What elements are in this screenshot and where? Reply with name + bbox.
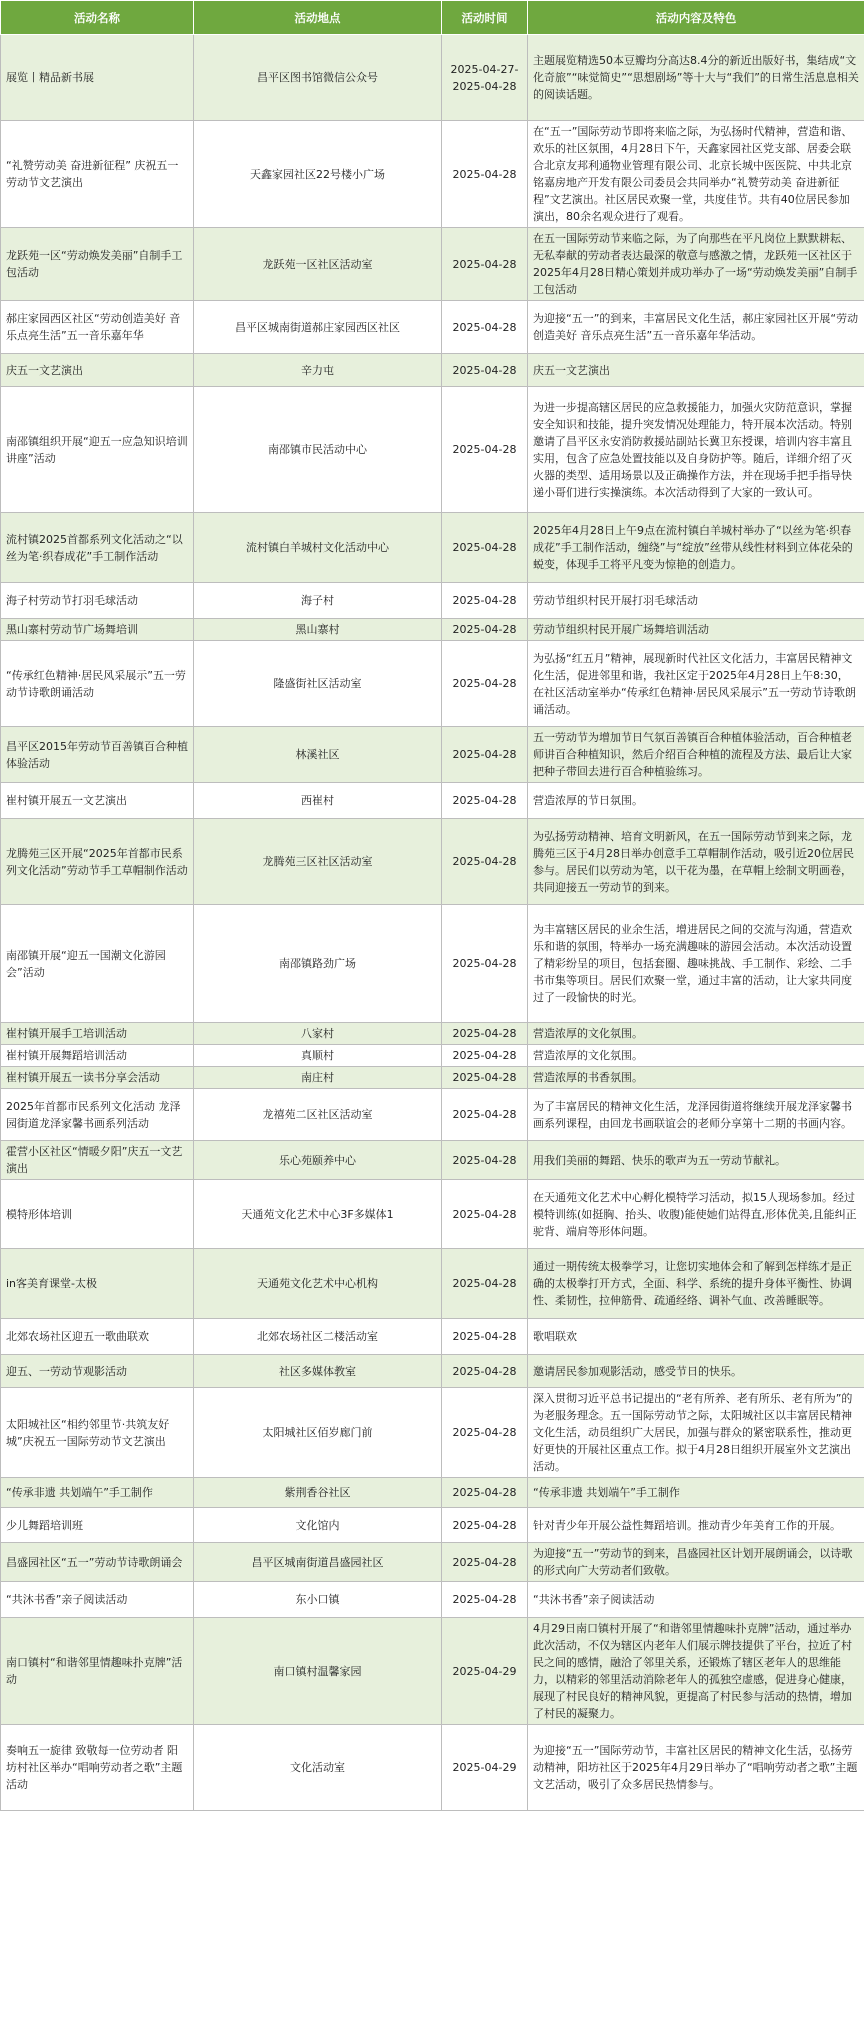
activity-time-cell: 2025-04-28 xyxy=(442,1089,528,1141)
activity-name-cell: 庆五一文艺演出 xyxy=(1,354,194,387)
activity-name-cell: 太阳城社区“相约邻里节·共筑友好城”庆祝五一国际劳动节文艺演出 xyxy=(1,1388,194,1478)
activity-name-cell: 模特形体培训 xyxy=(1,1180,194,1249)
table-row xyxy=(1,1582,864,1618)
table-row xyxy=(1,387,864,513)
activity-place-cell: 北郊农场社区二楼活动室 xyxy=(194,1319,442,1355)
activity-place-cell: 林溪社区 xyxy=(194,727,442,783)
table-row xyxy=(1,513,864,583)
activity-place-cell: 天鑫家园社区22号楼小广场 xyxy=(194,121,442,228)
table-row xyxy=(1,1023,864,1045)
activity-place-cell: 南庄村 xyxy=(194,1067,442,1089)
activity-place-cell: 紫荆香谷社区 xyxy=(194,1478,442,1508)
activity-name-cell: “共沐书香”亲子阅读活动 xyxy=(1,1582,194,1618)
activity-time-cell: 2025-04-28 xyxy=(442,783,528,819)
activity-place-cell: 社区多媒体教室 xyxy=(194,1355,442,1388)
activity-name-cell: 郝庄家园西区社区“劳动创造美好 音乐点亮生活”五一音乐嘉年华 xyxy=(1,301,194,354)
activity-time-cell: 2025-04-28 xyxy=(442,513,528,583)
activity-place-cell: 龙跃苑一区社区活动室 xyxy=(194,228,442,301)
activity-place-cell: 昌平区图书馆微信公众号 xyxy=(194,35,442,121)
activity-name-cell: “礼赞劳动美 奋进新征程” 庆祝五一劳动节文艺演出 xyxy=(1,121,194,228)
activity-place-cell: 南邵镇市民活动中心 xyxy=(194,387,442,513)
activity-place-cell: 天通苑文化艺术中心机构 xyxy=(194,1249,442,1319)
table-row xyxy=(1,583,864,619)
activity-place-cell: 龙腾苑三区社区活动室 xyxy=(194,819,442,905)
activity-place-cell: 天通苑文化艺术中心3F多媒体1 xyxy=(194,1180,442,1249)
table-row xyxy=(1,1067,864,1089)
activity-time-cell: 2025-04-28 xyxy=(442,1045,528,1067)
table-row xyxy=(1,1319,864,1355)
activity-place-cell: 西崔村 xyxy=(194,783,442,819)
activity-place-cell: 真顺村 xyxy=(194,1045,442,1067)
table-row xyxy=(1,35,864,121)
activity-place-cell: 隆盛街社区活动室 xyxy=(194,641,442,727)
table-row xyxy=(1,1045,864,1067)
table-row xyxy=(1,1543,864,1582)
activity-place-cell: 海子村 xyxy=(194,583,442,619)
header-activity-place: 活动地点 xyxy=(194,1,442,35)
activity-time-cell: 2025-04-28 xyxy=(442,228,528,301)
table-row xyxy=(1,727,864,783)
table-row xyxy=(1,1355,864,1388)
activity-place-cell: 太阳城社区佰岁廊门前 xyxy=(194,1388,442,1478)
activity-desc-cell: 营造浓厚的文化氛围。 xyxy=(528,1045,864,1067)
activity-desc-cell: 为迎接“五一”的到来，丰富居民文化生活，郝庄家园社区开展“劳动创造美好 音乐点亮生活”五一音乐嘉年华活动。 xyxy=(528,301,864,354)
activity-name-cell: 黑山寨村劳动节广场舞培训 xyxy=(1,619,194,641)
table-row xyxy=(1,1618,864,1725)
activity-time-cell: 2025-04-28 xyxy=(442,1355,528,1388)
activity-desc-cell: 主题展览精选50本豆瓣均分高达8.4分的新近出版好书，集结成“文化奇旅”“味觉简史”“思想剧场”等十大与“我们”的日常生活息息相关的阅读话题。 xyxy=(528,35,864,121)
activity-desc-cell: “传承非遗 共划端午”手工制作 xyxy=(528,1478,864,1508)
table-row xyxy=(1,1388,864,1478)
activity-name-cell: 龙腾苑三区开展“2025年首都市民系列文化活动”劳动节手工草帽制作活动 xyxy=(1,819,194,905)
table-header-row xyxy=(1,1,864,35)
activity-time-cell: 2025-04-28 xyxy=(442,1249,528,1319)
table-row xyxy=(1,905,864,1023)
activity-place-cell: 八家村 xyxy=(194,1023,442,1045)
activity-place-cell: 文化活动室 xyxy=(194,1725,442,1811)
activity-name-cell: 少儿舞蹈培训班 xyxy=(1,1508,194,1543)
activity-time-cell: 2025-04-28 xyxy=(442,905,528,1023)
activity-place-cell: 乐心苑颐养中心 xyxy=(194,1141,442,1180)
activity-desc-cell: 2025年4月28日上午9点在流村镇白羊城村举办了“以丝为笔·织春成花”手工制作活动，缠绕”与“绽放”丝带从线性材料到立体花朵的蜕变，体现手工将平凡变为惊艳的创造力。 xyxy=(528,513,864,583)
table-row xyxy=(1,819,864,905)
activity-place-cell: 龙禧苑二区社区活动室 xyxy=(194,1089,442,1141)
table-row xyxy=(1,228,864,301)
activity-desc-cell: 营造浓厚的节日氛围。 xyxy=(528,783,864,819)
activity-time-cell: 2025-04-29 xyxy=(442,1618,528,1725)
activity-time-cell: 2025-04-28 xyxy=(442,387,528,513)
activity-name-cell: 2025年首都市民系列文化活动 龙泽园街道龙泽家馨书画系列活动 xyxy=(1,1089,194,1141)
activity-name-cell: “传承红色精神·居民风采展示”五一劳动节诗歌朗诵活动 xyxy=(1,641,194,727)
activity-desc-cell: 针对青少年开展公益性舞蹈培训。推动青少年美育工作的开展。 xyxy=(528,1508,864,1543)
activity-name-cell: 流村镇2025首都系列文化活动之“以丝为笔·织春成花”手工制作活动 xyxy=(1,513,194,583)
activity-name-cell: 奏响五一旋律 致敬每一位劳动者 阳坊村社区举办“唱响劳动者之歌”主题活动 xyxy=(1,1725,194,1811)
activity-name-cell: 展览丨精品新书展 xyxy=(1,35,194,121)
activity-time-cell: 2025-04-28 xyxy=(442,1319,528,1355)
activity-name-cell: 昌盛园社区“五一”劳动节诗歌朗诵会 xyxy=(1,1543,194,1582)
activity-time-cell: 2025-04-28 xyxy=(442,619,528,641)
header-activity-content: 活动内容及特色 xyxy=(528,1,864,35)
activity-place-cell: 东小口镇 xyxy=(194,1582,442,1618)
activity-time-cell: 2025-04-29 xyxy=(442,1725,528,1811)
table-row xyxy=(1,354,864,387)
activity-time-cell: 2025-04-28 xyxy=(442,1543,528,1582)
activity-place-cell: 辛力屯 xyxy=(194,354,442,387)
activity-name-cell: 崔村镇开展五一文艺演出 xyxy=(1,783,194,819)
activity-name-cell: 南邵镇组织开展“迎五一应急知识培训讲座”活动 xyxy=(1,387,194,513)
activity-time-cell: 2025-04-28 xyxy=(442,301,528,354)
activity-time-cell: 2025-04-28 xyxy=(442,1478,528,1508)
activity-desc-cell: 歌唱联欢 xyxy=(528,1319,864,1355)
activity-place-cell: 昌平区城南街道昌盛园社区 xyxy=(194,1543,442,1582)
activity-name-cell: 霍营小区社区“情暖夕阳”庆五一文艺演出 xyxy=(1,1141,194,1180)
activity-place-cell: 南口镇村温馨家园 xyxy=(194,1618,442,1725)
activity-desc-cell: “共沐书香”亲子阅读活动 xyxy=(528,1582,864,1618)
activity-name-cell: 崔村镇开展五一读书分享会活动 xyxy=(1,1067,194,1089)
activity-desc-cell: 在五一国际劳动节来临之际，为了向那些在平凡岗位上默默耕耘、无私奉献的劳动者表达最深的敬意与感激之情，龙跃苑一区社区于2025年4月28日精心策划并成功举办了一场“劳动焕发美丽”自制手工包活动 xyxy=(528,228,864,301)
activity-place-cell: 流村镇白羊城村文化活动中心 xyxy=(194,513,442,583)
table-row xyxy=(1,1141,864,1180)
activity-name-cell: 北郊农场社区迎五一歌曲联欢 xyxy=(1,1319,194,1355)
activity-name-cell: 崔村镇开展手工培训活动 xyxy=(1,1023,194,1045)
activity-name-cell: 海子村劳动节打羽毛球活动 xyxy=(1,583,194,619)
activity-time-cell: 2025-04-28 xyxy=(442,1141,528,1180)
activity-name-cell: 昌平区2015年劳动节百善镇百合种植体验活动 xyxy=(1,727,194,783)
activity-desc-cell: 深入贯彻习近平总书记提出的“老有所养、老有所乐、老有所为”的为老服务理念。五一国际劳动节之际，太阳城社区以丰富居民精神文化生活，动员组织广大居民，加强与群众的紧密联系性，推动更好更快的开展社区重点工作。拟于4月28日组织开展室外文艺演出活动。 xyxy=(528,1388,864,1478)
activity-desc-cell: 为弘扬“红五月”精神，展现新时代社区文化活力，丰富居民精神文化生活，促进邻里和谐，我社区定于2025年4月28日上午8:30，在社区活动室举办“传承红色精神·居民风采展示”五一劳动节诗歌朗诵活动。 xyxy=(528,641,864,727)
activity-time-cell: 2025-04-28 xyxy=(442,1023,528,1045)
table-row xyxy=(1,641,864,727)
table-row xyxy=(1,121,864,228)
activity-desc-cell: 五一劳动节为增加节日气氛百善镇百合种植体验活动，百合种植老师讲百合种植知识，然后介绍百合种植的流程及方法、最后让大家把种子带回去进行百合种植验练习。 xyxy=(528,727,864,783)
table-row xyxy=(1,619,864,641)
table-row xyxy=(1,1508,864,1543)
activity-desc-cell: 劳动节组织村民开展广场舞培训活动 xyxy=(528,619,864,641)
activity-name-cell: 龙跃苑一区“劳动焕发美丽”自制手工包活动 xyxy=(1,228,194,301)
activity-name-cell: “传承非遗 共划端午”手工制作 xyxy=(1,1478,194,1508)
table-row xyxy=(1,1478,864,1508)
activity-place-cell: 文化馆内 xyxy=(194,1508,442,1543)
table-row xyxy=(1,1249,864,1319)
activity-time-cell: 2025-04-28 xyxy=(442,1582,528,1618)
activity-desc-cell: 邀请居民参加观影活动，感受节日的快乐。 xyxy=(528,1355,864,1388)
activity-desc-cell: 为弘扬劳动精神、培育文明新风，在五一国际劳动节到来之际，龙腾苑三区于4月28日举办创意手工草帽制作活动，吸引近20位居民参与。居民们以劳动为笔，以干花为墨，在草帽上绘制文明画卷，共同迎接五一劳动节的到来。 xyxy=(528,819,864,905)
table-row xyxy=(1,783,864,819)
activity-desc-cell: 劳动节组织村民开展打羽毛球活动 xyxy=(528,583,864,619)
table-row xyxy=(1,301,864,354)
table-row xyxy=(1,1089,864,1141)
table-row xyxy=(1,1725,864,1811)
activity-time-cell: 2025-04-28 xyxy=(442,121,528,228)
activity-name-cell: in客美育课堂-太极 xyxy=(1,1249,194,1319)
activity-desc-cell: 庆五一文艺演出 xyxy=(528,354,864,387)
activity-desc-cell: 为丰富辖区居民的业余生活，增进居民之间的交流与沟通，营造欢乐和谐的氛围，特举办一场充满趣味的游园会活动。本次活动设置了精彩纷呈的项目，包括套圈、趣味挑战、手工制作、彩绘、二手书市集等项目。居民们欢聚一堂，通过丰富的活动，让大家共同度过了一段愉快的时光。 xyxy=(528,905,864,1023)
activity-name-cell: 崔村镇开展舞蹈培训活动 xyxy=(1,1045,194,1067)
activity-desc-cell: 为了丰富居民的精神文化生活，龙泽园街道将继续开展龙泽家馨书画系列课程，由回龙书画联谊会的老师分享第十二期的书画内容。 xyxy=(528,1089,864,1141)
activity-desc-cell: 在“五一”国际劳动节即将来临之际，为弘扬时代精神，营造和谐、欢乐的社区氛围，4月28日下午，天鑫家园社区党支部、居委会联合北京友邦利通物业管理有限公司、北京长城中医医院、中共北京铭嘉房地产开发有限公司委员会共同举办“礼赞劳动美 奋进新征程”文艺演出。社区居民欢聚一堂，共度佳节。共有40位居民参加演出，80余名观众进行了观看。 xyxy=(528,121,864,228)
activity-time-cell: 2025-04-28 xyxy=(442,819,528,905)
activity-time-cell: 2025-04-28 xyxy=(442,1067,528,1089)
activity-desc-cell: 营造浓厚的书香氛围。 xyxy=(528,1067,864,1089)
activity-time-cell: 2025-04-28 xyxy=(442,583,528,619)
activity-time-cell: 2025-04-28 xyxy=(442,1508,528,1543)
activity-desc-cell: 营造浓厚的文化氛围。 xyxy=(528,1023,864,1045)
table-row xyxy=(1,1180,864,1249)
activity-name-cell: 南邵镇开展“迎五一国潮文化游园会”活动 xyxy=(1,905,194,1023)
activity-name-cell: 迎五、一劳动节观影活动 xyxy=(1,1355,194,1388)
activity-time-cell: 2025-04-28 xyxy=(442,727,528,783)
table-body xyxy=(1,35,864,1811)
header-activity-time: 活动时间 xyxy=(442,1,528,35)
activity-desc-cell: 4月29日南口镇村开展了“和谐邻里情趣味扑克牌”活动，通过举办此次活动，不仅为辖区内老年人们展示牌技提供了平台，拉近了村民之间的感情，融洽了邻里关系，还锻炼了辖区老年人的思维能力，以精彩的邻里活动消除老年人的孤独空虚感，促进身心健康，展现了村民良好的精神风貌，更提高了村民参与活动的热情，增加了村民的凝聚力。 xyxy=(528,1618,864,1725)
activity-desc-cell: 为迎接“五一”劳动节的到来，昌盛园社区计划开展朗诵会，以诗歌的形式向广大劳动者们致敬。 xyxy=(528,1543,864,1582)
activity-time-cell: 2025-04-28 xyxy=(442,641,528,727)
activity-desc-cell: 在天通苑文化艺术中心孵化模特学习活动，拟15人现场参加。经过模特训练(如挺胸、抬头、收腹)能使她们站得直,形体优美,且能纠正驼背、端肩等形体问题。 xyxy=(528,1180,864,1249)
activity-desc-cell: 通过一期传统太极拳学习，让您切实地体会和了解到怎样练才是正确的太极拳打开方式，全面、科学、系统的提升身体平衡性、协调性、柔韧性，拉伸筋骨、疏通经络、调补气血、改善睡眠等。 xyxy=(528,1249,864,1319)
activity-time-cell: 2025-04-28 xyxy=(442,1180,528,1249)
activity-place-cell: 南邵镇路劲广场 xyxy=(194,905,442,1023)
activity-time-cell: 2025-04-28 xyxy=(442,1388,528,1478)
activity-desc-cell: 用我们美丽的舞蹈、快乐的歌声为五一劳动节献礼。 xyxy=(528,1141,864,1180)
activity-time-cell: 2025-04-27-2025-04-28 xyxy=(442,35,528,121)
header-activity-name: 活动名称 xyxy=(1,1,194,35)
activity-desc-cell: 为进一步提高辖区居民的应急救援能力，加强火灾防范意识，掌握安全知识和技能，提升突发情况处理能力，特开展本次活动。特别邀请了昌平区永安消防救援站副站长冀卫东授课，培训内容丰富且实用，包含了应急处置技能以及自身防护等。随后，详细介绍了灭火器的类型、适用场景以及正确操作方法，并在现场手把手指导快递小哥们进行实操演练。本次活动得到了大家的一致认可。 xyxy=(528,387,864,513)
activity-name-cell: 南口镇村“和谐邻里情趣味扑克牌”活动 xyxy=(1,1618,194,1725)
activity-time-cell: 2025-04-28 xyxy=(442,354,528,387)
activity-place-cell: 黑山寨村 xyxy=(194,619,442,641)
activity-place-cell: 昌平区城南街道郝庄家园西区社区 xyxy=(194,301,442,354)
activity-desc-cell: 为迎接“五一”国际劳动节，丰富社区居民的精神文化生活，弘扬劳动精神，阳坊社区于2025年4月29日举办了“唱响劳动者之歌”主题文艺活动，吸引了众多居民热情参与。 xyxy=(528,1725,864,1811)
